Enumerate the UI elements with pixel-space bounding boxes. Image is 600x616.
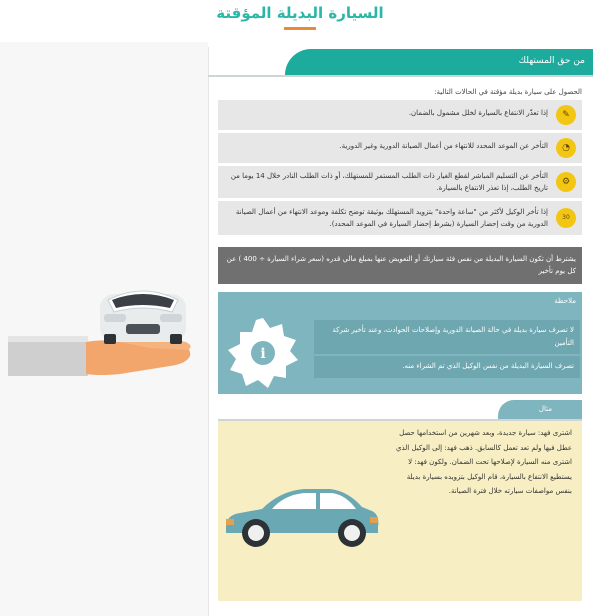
gear-icon: ⚙ — [556, 172, 576, 192]
case-item-text: إذا تعذّر الانتفاع بالسيارة لخلل مشمول بالضمان. — [408, 109, 548, 117]
info-gear-icon — [224, 314, 302, 392]
example-tab — [498, 400, 582, 420]
car-side-illustration — [222, 475, 382, 555]
example-label: مثال — [538, 405, 552, 413]
note-label: ملاحظة — [554, 297, 576, 305]
header-divider — [208, 75, 593, 77]
case-item — [218, 201, 582, 235]
note-item — [314, 320, 580, 354]
stopwatch-icon: ◔ — [556, 138, 576, 158]
note-box — [218, 292, 582, 394]
wrench-icon: ✎ — [556, 105, 576, 125]
condition-text: يشترط أن تكون السيارة البديلة من نفس فئة سيارتك أو التعويض عنها بمبلغ مالي قدره (سعر شراء السيارة ÷ 400 ) عن كل يوم تأخير — [226, 255, 576, 275]
hand-holding-car-illustration — [0, 42, 208, 616]
svg-text:i: i — [260, 346, 266, 362]
case-item-text: التأخر عن التسليم المباشر لقطع الغيار ذات الطلب المستمر للمستهلك، أو ذات الطلب النادر خلال 14 يوما من تاريخ الطلب، إذا تعذر الانتفاع بالسيارة. — [230, 172, 548, 192]
example-text: اشترى فهد: سيارة جديدة، وبعد شهرين من استخدامها حصل عطل فيها ولم تعد تعمل كالسابق. ذهب فهد: إلى الوكيل الذي اشترى منه السيارة لإصلاحها تحت الضمان. ولكون فهد: لا يستطيع الانتفاع بالسيارة، قام الوكيل بتزويده بسيارة بديلة بنفس مواصفات سيارته خلال فترة الصيانة. — [396, 429, 572, 495]
note-item — [314, 356, 580, 378]
section-header-tab — [285, 49, 593, 77]
timer-30-icon: 30 — [556, 208, 576, 228]
case-item — [218, 166, 582, 198]
title-underline — [284, 27, 316, 30]
left-illustration-area — [0, 42, 208, 616]
case-item-text: إذا تأخر الوكيل لأكثر من "ساعة واحدة" بتزويد المستهلك بوثيقة توضح تكلفة وموعد الانتهاء من أعمال الصيانة الدورية من وقت إحضار السيارة (بشرط إحضار السيارة في الموعد المحدد). — [235, 208, 548, 228]
intro-text: الحصول على سيارة بديلة مؤقتة في الحالات التالية: — [434, 88, 582, 96]
example-box — [218, 421, 582, 601]
note-item-text: لا تصرف سيارة بديلة في حالة الصيانة الدورية وإصلاحات الحوادث، وعند تأخير شركة التأمين — [332, 326, 574, 347]
page-title: السيارة البديلة المؤقتة — [216, 4, 384, 22]
section-header-title: من حق المستهلك — [518, 56, 585, 66]
case-item — [218, 133, 582, 163]
case-item — [218, 100, 582, 130]
note-item-text: تصرف السيارة البديلة من نفس الوكيل الذي تم الشراء منه. — [402, 362, 574, 370]
condition-box — [218, 247, 582, 284]
case-item-text: التأخر عن الموعد المحدد للانتهاء من أعمال الصيانة الدورية وغير الدورية. — [339, 142, 548, 150]
